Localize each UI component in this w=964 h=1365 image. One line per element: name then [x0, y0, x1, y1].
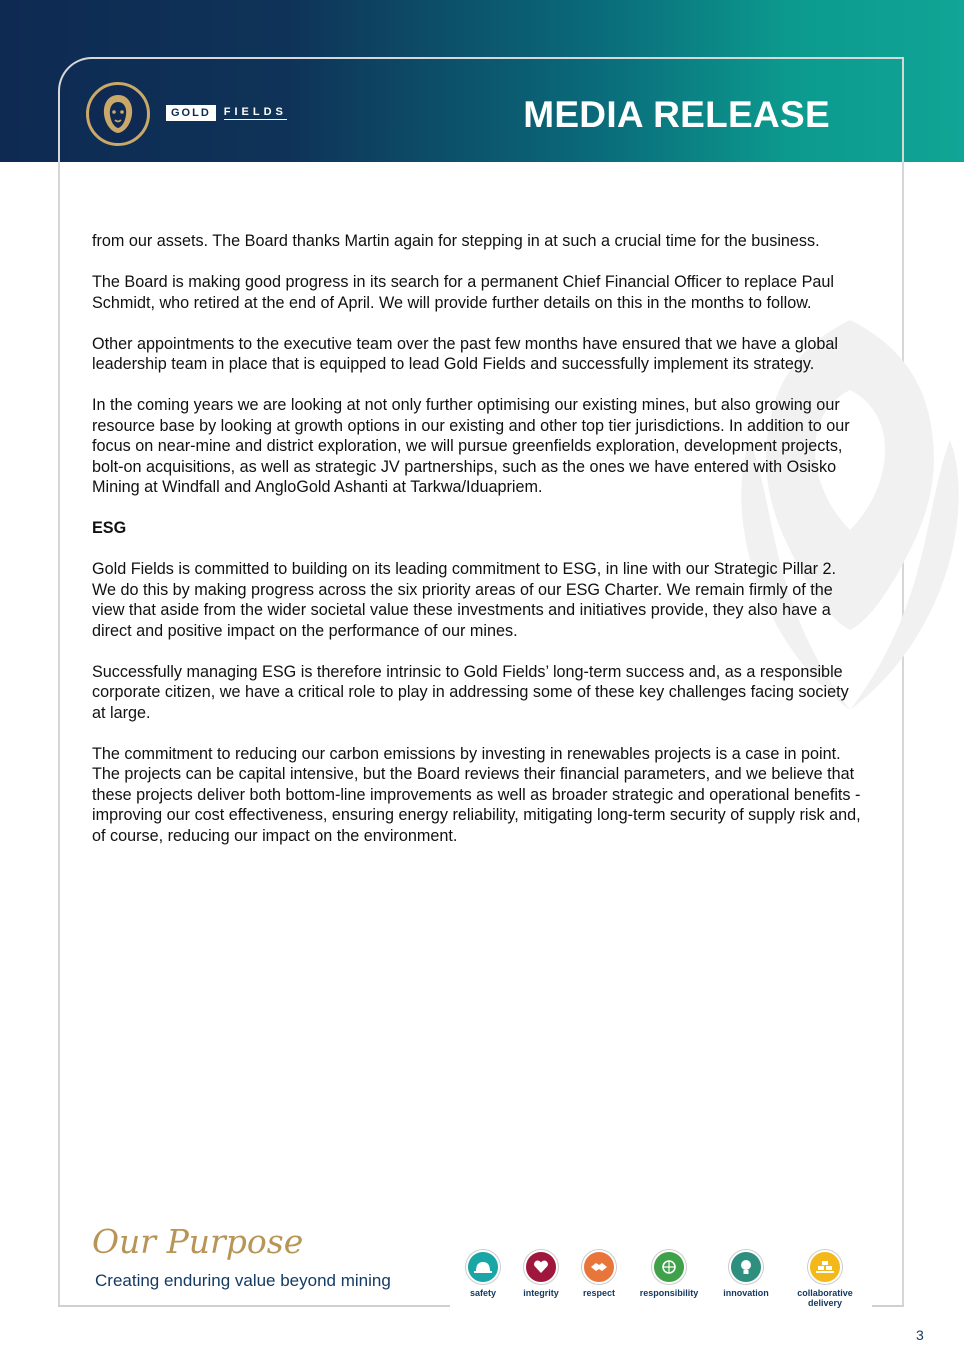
lightbulb-icon [729, 1250, 763, 1284]
paragraph: In the coming years we are looking at not only further optimising our existing mines, but also growing our resource base by looking at growth options in our existing and other top tier jurisdictions. In addition to our focus on near-mine and district exploration, we will pursue greenfields exploration, development projects, bolt-on acquisitions, as well as strategic JV partnerships, such as the ones we have entered with Osisko Mining at Windfall and AngloGold Ashanti at Tarkwa/Iduapriem. [92, 396, 850, 496]
value-respect [564, 1250, 634, 1298]
handshake-icon [582, 1250, 616, 1284]
value-label: integrity [523, 1288, 559, 1298]
helmet-icon [466, 1250, 500, 1284]
value-label: respect [582, 1288, 616, 1298]
page-number: 3 [916, 1327, 924, 1343]
gold-bars-icon [808, 1250, 842, 1284]
value-label: innovation [723, 1288, 769, 1298]
value-innovation [711, 1250, 781, 1298]
logo-fields-text: FIELDS [223, 106, 287, 118]
value-collaborative-delivery [790, 1250, 860, 1308]
frame-divider [872, 1305, 904, 1307]
globe-hand-icon [652, 1250, 686, 1284]
value-label: collaborative delivery [797, 1288, 853, 1308]
paragraph: Gold Fields is committed to building on its leading commitment to ESG, in line with our Strategic Pillar 2. We do this by making progress across the six priority areas of our ESG Charter. We remain firmly of the view that aside from the wider societal value these investments and initiatives provide, they also have a direct and positive impact on the performance of our mines. [92, 560, 837, 640]
heart-hands-icon [524, 1250, 558, 1284]
value-label: responsibility [639, 1288, 699, 1298]
paragraph: The Board is making good progress in its search for a permanent Chief Financial Officer to replace Paul Schmidt, who retired at the end of April. We will provide further details on this in the months to follow. [92, 273, 835, 312]
paragraph: from our assets. The Board thanks Martin again for stepping in at such a crucial time for the business. [92, 232, 820, 250]
paragraph: Other appointments to the executive team over the past few months have ensured that we have a global leadership team in place that is equipped to lead Gold Fields and successfully implement its strategy. [92, 334, 838, 373]
purpose-tagline: Creating enduring value beyond mining [95, 1271, 391, 1290]
article-body [92, 231, 862, 867]
logo-gold-text: GOLD [166, 105, 216, 121]
frame-divider [58, 1305, 450, 1307]
our-purpose-script: Our Purpose [92, 1222, 304, 1261]
paragraph: Successfully managing ESG is therefore intrinsic to Gold Fields’ long-term success and, as a responsible corporate citizen, we have a critical role to play in addressing some of these key challenges facing society at large. [92, 662, 849, 722]
values-row [458, 1250, 868, 1312]
section-heading-esg: ESG [92, 519, 127, 537]
page-title: MEDIA RELEASE [523, 94, 830, 135]
paragraph: The commitment to reducing our carbon emissions by investing in renewables projects is a case in point. The projects can be capital intensive, but the Board reviews their financial parameters, and we believe that these projects deliver both bottom-line improvements as well as broader strategic and operational benefits - improving our cost effectiveness, ensuring energy reliability, mitigating long-term security of supply risk and, of course, reducing our impact on the environment. [92, 744, 861, 845]
value-label: safety [469, 1288, 496, 1298]
value-responsibility [634, 1250, 704, 1298]
